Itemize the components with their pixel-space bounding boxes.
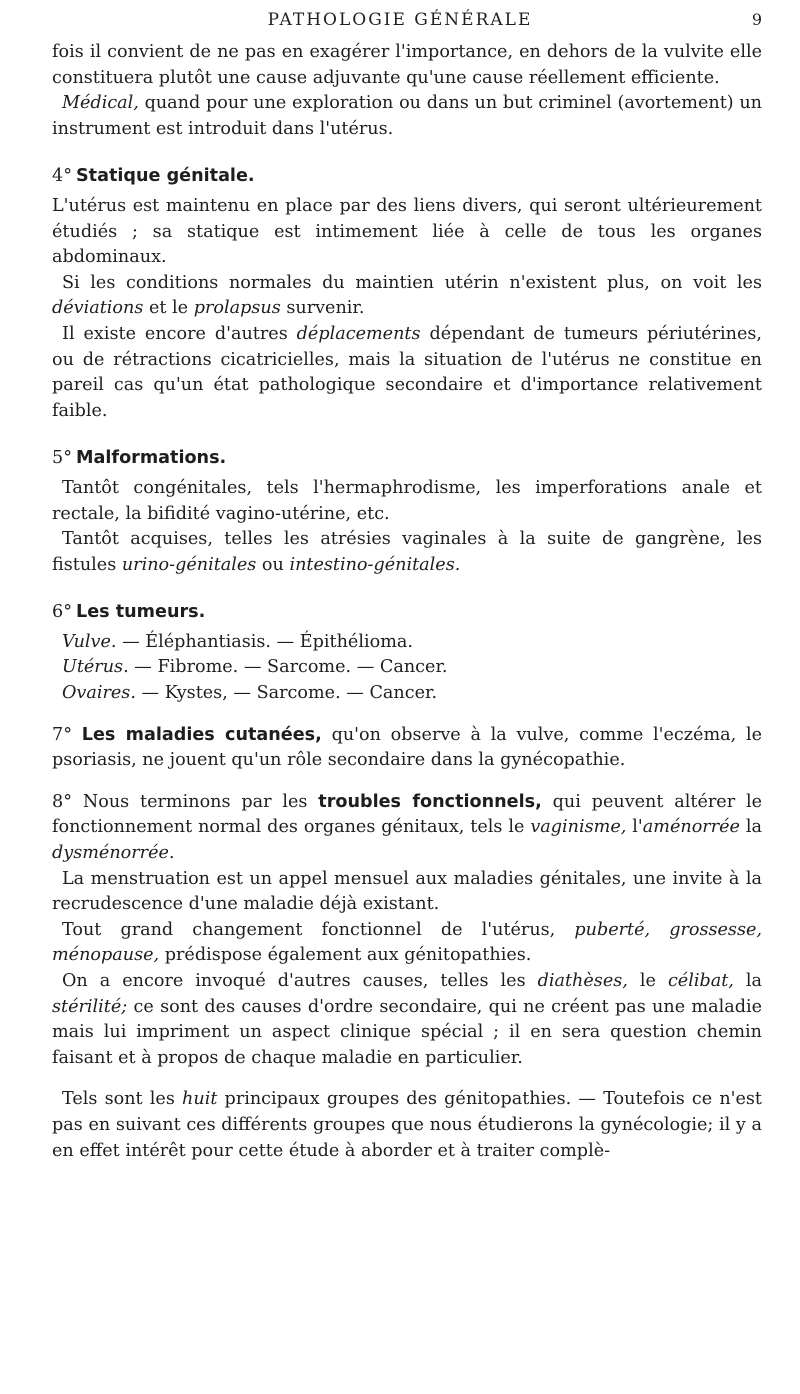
paragraph: Il existe encore d'autres déplacements dépendant de tumeurs périutérines, ou de rétractions cicatricielles, mais la situation de l'utérus ne constitue en pareil cas qu'un état pathologique secondaire et d'importance relativement faible. [52,323,762,421]
paragraph: L'utérus est maintenu en place par des liens divers, qui seront ultérieurement étudiés ; sa statique est intimement liée à celle de tous les organes abdominaux. [52,195,762,268]
section-8: 8° Nous terminons par les troubles fonctionnels, qui peuvent altérer le fonctionnement normal des organes génitaux, tels le vaginisme, l'aménorrée la dysménorrée. [52,791,763,864]
section-heading-6: 6° Les tumeurs. [52,602,206,623]
paragraph: fois il convient de ne pas en exagérer l'importance, en dehors de la vulvite elle constituera plutôt une cause adjuvante qu'une cause réellement efficiente. [52,42,762,88]
paragraph: Tantôt congénitales, tels l'hermaphrodisme, les imperforations anale et rectale, la bifidité vagino-utérine, etc. [52,477,762,524]
running-title: PATHOLOGIE GÉNÉRALE [267,10,533,30]
paragraph: Tout grand changement fonctionnel de l'utérus, puberté, grossesse, ménopause, prédispose également aux génitopathies. [52,919,762,966]
closing-paragraph: Tels sont les huit principaux groupes des génitopathies. — Toutefois ce n'est pas en suivant ces différents groupes que nous étudierons la gynécologie; il y a en effet intérêt pour cette étude à aborder et à traiter complè- [52,1089,762,1161]
paragraph: Si les conditions normales du maintien utérin n'existent plus, on voit les déviations et le prolapsus survenir. [52,272,762,319]
tumor-line-uterus: Utérus. — Fibrome. — Sarcome. — Cancer. [62,657,448,678]
page-body [52,40,762,1164]
paragraph: Médical, quand pour une exploration ou dans un but criminel (avortement) un instrument est introduit dans l'utérus. [52,93,762,139]
page-number: 9 [751,10,762,29]
running-header [0,10,800,32]
tumor-line-ovaires: Ovaires. — Kystes, — Sarcome. — Cancer. [62,683,438,704]
paragraph: On a encore invoqué d'autres causes, telles les diathèses, le célibat, la stérilité; ce sont des causes d'ordre secondaire, qui ne créent pas une maladie mais lui impriment un aspect clinique spécial ; il en sera question chemin faisant et à propos de chaque maladie en particulier. [52,971,762,1068]
tumor-line-vulve: Vulve. — Éléphantiasis. — Épithélioma. [62,631,413,652]
section-heading-4: 4° Statique génitale. [52,166,255,187]
section-heading-5: 5° Malformations. [52,448,227,469]
section-7: 7° Les maladies cutanées, qu'on observe à la vulve, comme l'eczéma, le psoriasis, ne jouent qu'un rôle secondaire dans la gynécopathie. [52,724,763,771]
paragraph: Tantôt acquises, telles les atrésies vaginales à la suite de gangrène, les fistules urino-génitales ou intestino-génitales. [52,529,762,575]
paragraph: La menstruation est un appel mensuel aux maladies génitales, une invite à la recrudescence d'une maladie déjà existant. [52,868,762,915]
